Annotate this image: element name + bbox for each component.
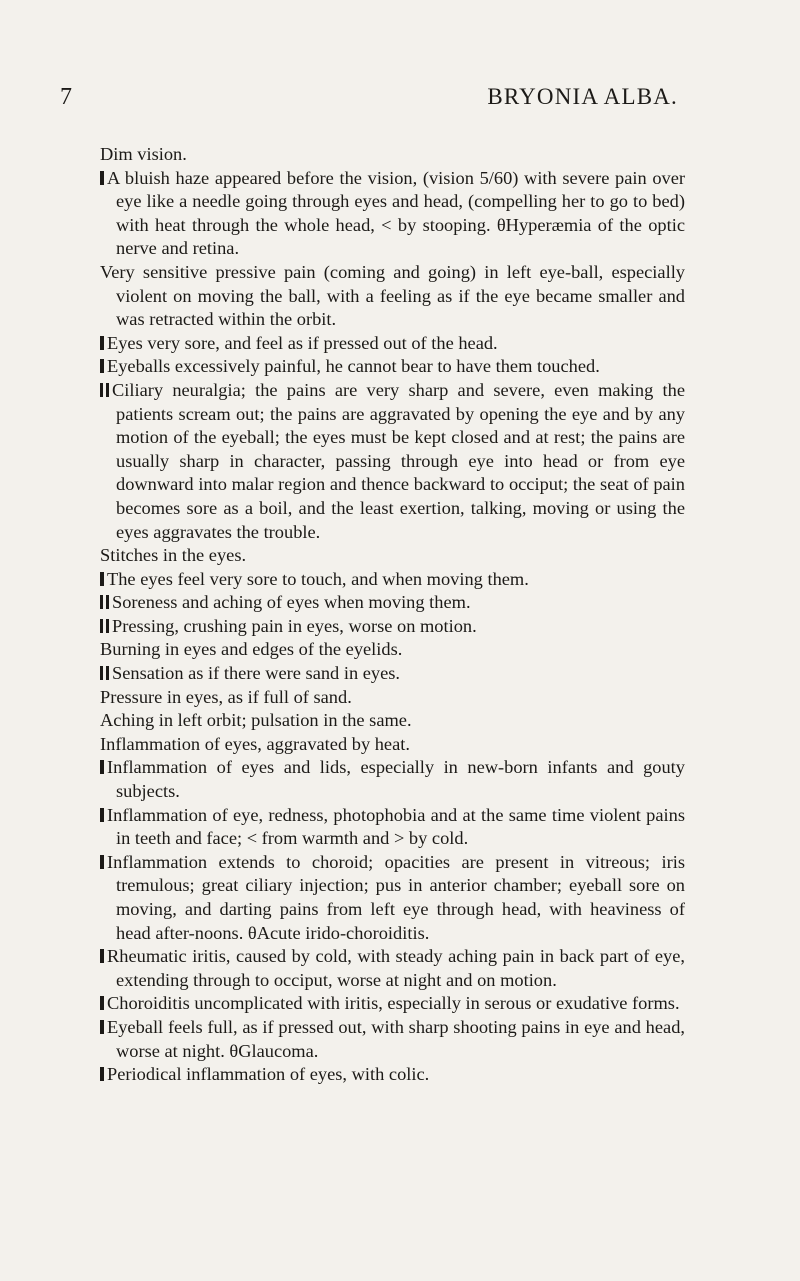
entry-text: Choroiditis uncomplicated with iritis, especially in serous or exudative forms. xyxy=(107,993,680,1014)
entry-text: Ciliary neuralgia; the pains are very sharp and severe, even making the patients scream out; the pains are aggravated by opening the eye and by any motion of the eyeball; the eyes must be kept closed and at rest; the pains are usually sharp in character, passing through eye into head or from eye downward into malar region and thence backward to occiput; the seat of pain becomes sore as a boil, and the least exertion, talking, moving or using the eyes aggravates the trouble. xyxy=(112,379,685,542)
entry xyxy=(100,355,685,379)
emphasis-mark-icon xyxy=(100,572,104,586)
entry xyxy=(100,1016,685,1063)
running-head: BRYONIA ALBA. xyxy=(487,84,678,109)
entry-text: Pressure in eyes, as if full of sand. xyxy=(100,686,352,707)
emphasis-mark-icon xyxy=(100,359,104,373)
emphasis-mark-icon xyxy=(100,595,103,609)
entry-text: Very sensitive pressive pain (coming and going) in left eye-ball, especially violent on moving the ball, with a feeling as if the eye became smaller and was retracted within the orbit. xyxy=(100,261,685,330)
entry xyxy=(100,804,685,851)
emphasis-mark-icon xyxy=(106,383,109,397)
entry xyxy=(100,851,685,945)
entry xyxy=(100,709,685,733)
entry xyxy=(100,167,685,261)
page-number: 7 xyxy=(60,84,73,110)
entry-text: Stitches in the eyes. xyxy=(100,545,247,566)
emphasis-mark-icon xyxy=(100,619,103,633)
entry-text: The eyes feel very sore to touch, and when moving them. xyxy=(107,568,529,589)
entry-text: Inflammation extends to choroid; opacities are present in vitreous; iris tremulous; great ciliary injection; pus in anterior chamber; eyeball sore on moving, and darting pains from left eye through head, with heaviness of head after-noons. θAcute irido-choroiditis. xyxy=(107,851,685,943)
entry-text: Aching in left orbit; pulsation in the same. xyxy=(100,710,412,731)
emphasis-mark-icon xyxy=(106,595,109,609)
entry-text: Dim vision. xyxy=(100,144,187,164)
emphasis-mark-icon xyxy=(100,760,104,774)
entry xyxy=(100,1063,685,1087)
entry xyxy=(100,143,685,167)
entry xyxy=(100,591,685,615)
entry-text: A bluish haze appeared before the vision, (vision 5/60) with severe pain over eye like a needle going through eyes and head, (compelling her to go to bed) with heat through the whole head, < by stooping. θHyperæmia of the optic nerve and retina. xyxy=(107,167,685,259)
emphasis-mark-icon xyxy=(100,808,104,822)
emphasis-mark-icon xyxy=(100,666,103,680)
emphasis-mark-icon xyxy=(100,336,104,350)
emphasis-mark-icon xyxy=(100,855,104,869)
entry xyxy=(100,662,685,686)
body-text xyxy=(100,143,685,1087)
entry-text: Rheumatic iritis, caused by cold, with steady aching pain in back part of eye, extending through to occiput, worse at night and on motion. xyxy=(107,946,685,990)
page-header xyxy=(0,84,800,114)
entry-text: Eyeballs excessively painful, he cannot bear to have them touched. xyxy=(107,356,600,377)
emphasis-mark-icon xyxy=(100,1020,104,1034)
emphasis-mark-icon xyxy=(106,666,109,680)
entry xyxy=(100,686,685,710)
entry-text: Inflammation of eye, redness, photophobia and at the same time violent pains in teeth and face; < from warmth and > by cold. xyxy=(107,804,685,849)
entry-text: Burning in eyes and edges of the eyelids. xyxy=(100,639,403,660)
entry xyxy=(100,332,685,356)
entry-text: Sensation as if there were sand in eyes. xyxy=(112,663,401,684)
entry xyxy=(100,544,685,568)
entry-text: Periodical inflammation of eyes, with colic. xyxy=(107,1064,430,1085)
entry-text: Eyeball feels full, as if pressed out, with sharp shooting pains in eye and head, worse at night. θGlaucoma. xyxy=(107,1016,685,1061)
entry-text: Pressing, crushing pain in eyes, worse on motion. xyxy=(112,615,477,636)
entry xyxy=(100,568,685,592)
emphasis-mark-icon xyxy=(100,949,104,963)
entry xyxy=(100,992,685,1016)
entry-text: Eyes very sore, and feel as if pressed out of the head. xyxy=(107,332,498,353)
entry-text: Soreness and aching of eyes when moving them. xyxy=(112,592,471,613)
entry xyxy=(100,379,685,544)
entry xyxy=(100,945,685,992)
entry-text: Inflammation of eyes and lids, especially in new-born infants and gouty subjects. xyxy=(107,757,685,802)
emphasis-mark-icon xyxy=(100,383,103,397)
emphasis-mark-icon xyxy=(106,619,109,633)
entry xyxy=(100,733,685,757)
emphasis-mark-icon xyxy=(100,171,104,185)
entry xyxy=(100,261,685,332)
entry xyxy=(100,756,685,803)
entry xyxy=(100,615,685,639)
emphasis-mark-icon xyxy=(100,1067,104,1081)
emphasis-mark-icon xyxy=(100,996,104,1010)
entry-text: Inflammation of eyes, aggravated by heat. xyxy=(100,733,410,754)
entry xyxy=(100,638,685,662)
